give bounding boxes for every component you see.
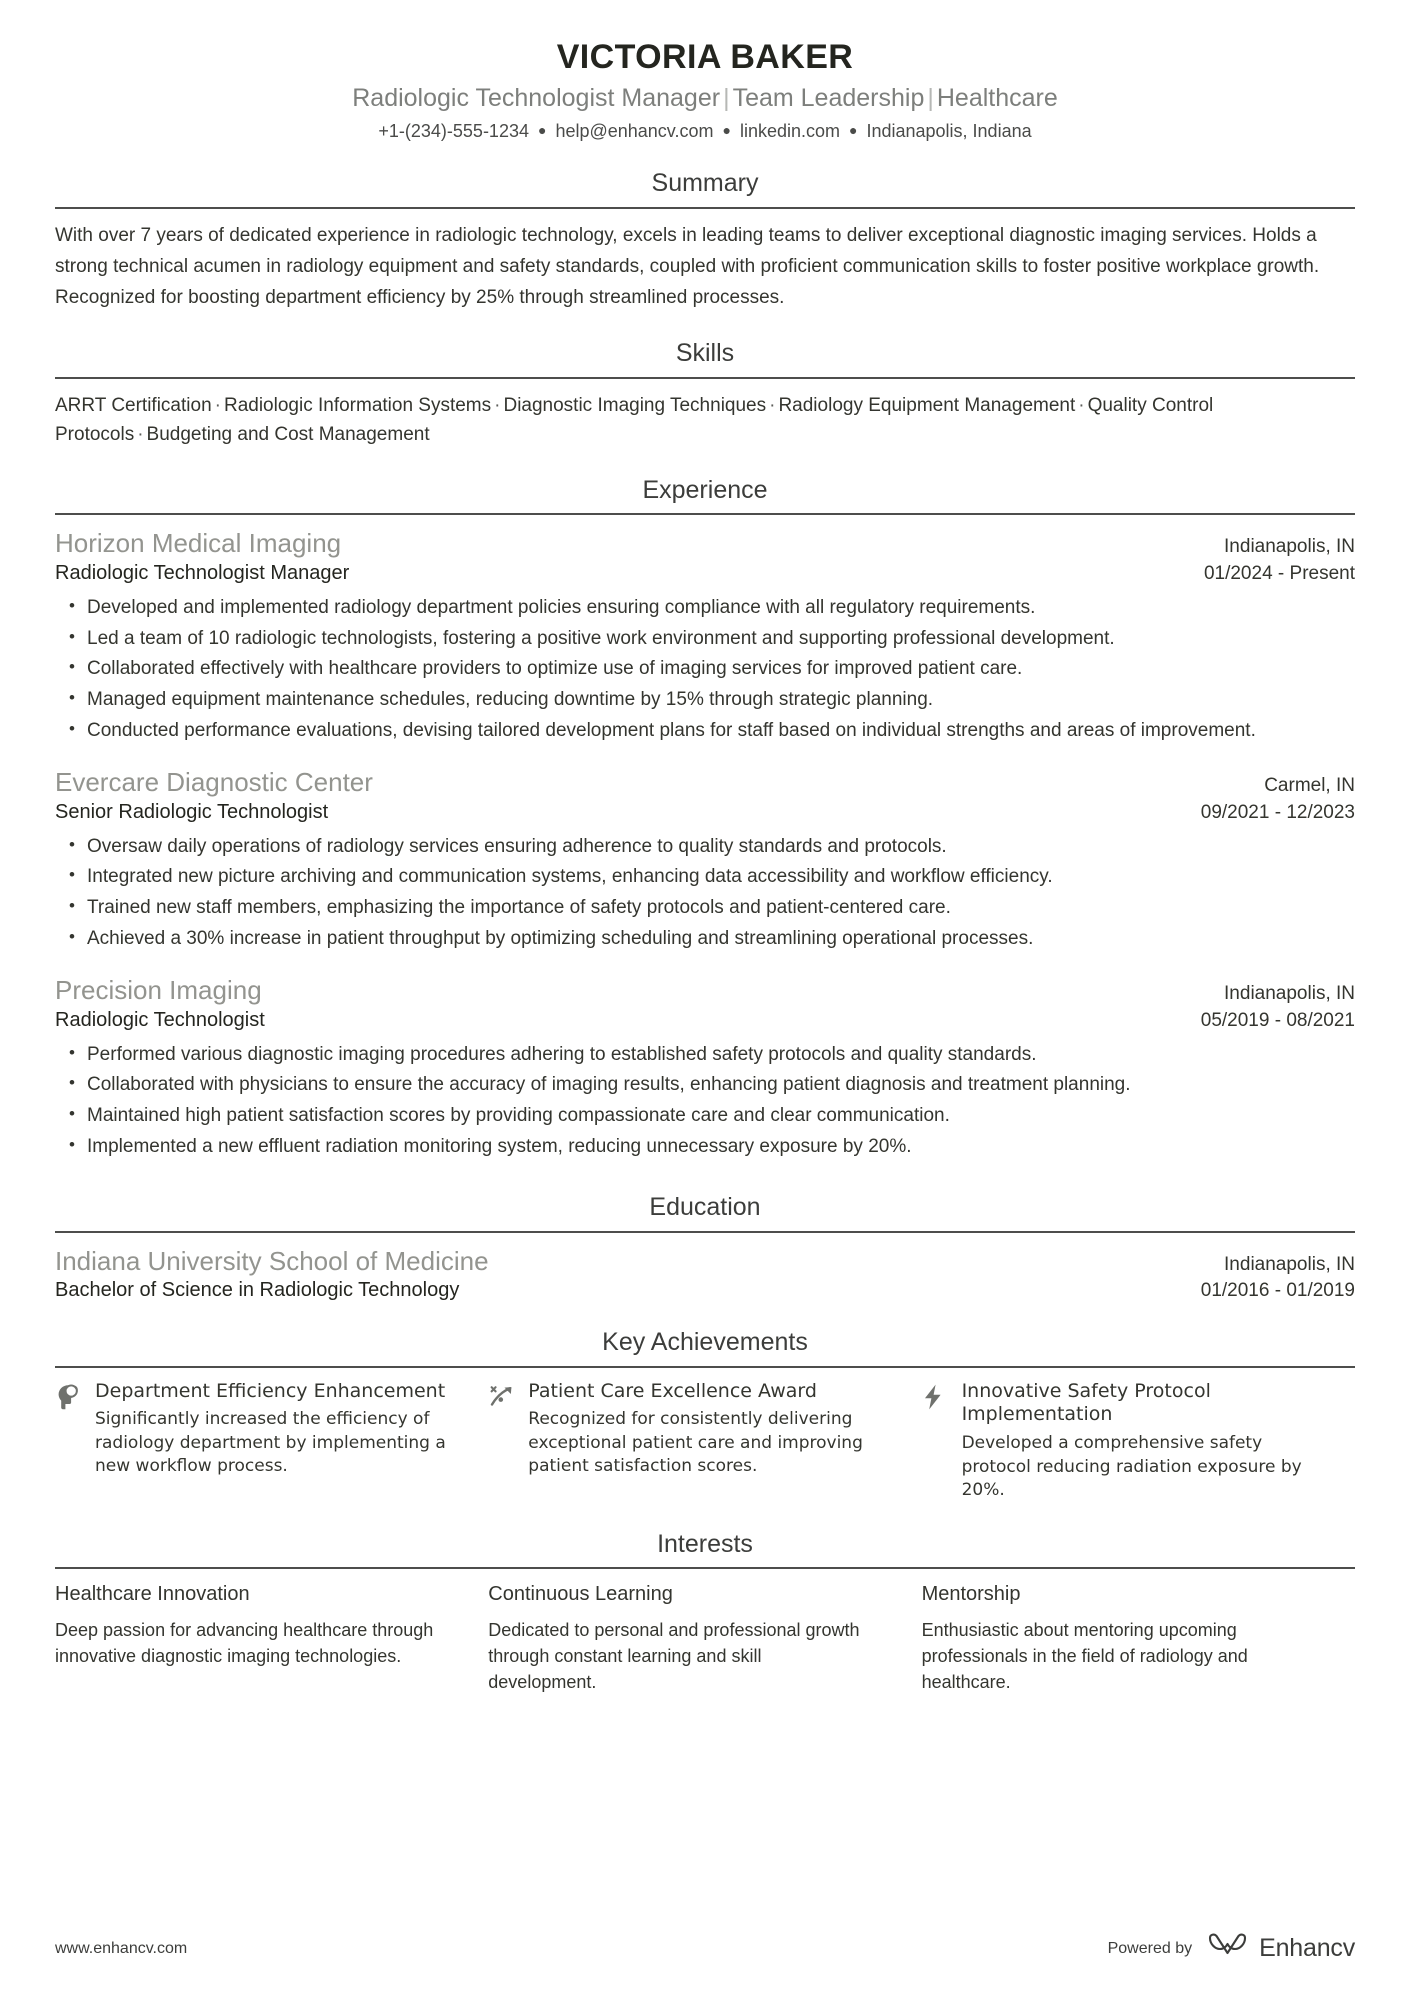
skill-item: Radiologic Information Systems — [223, 394, 492, 416]
resume-header — [55, 38, 1355, 143]
enhancv-logo — [1206, 1932, 1355, 1965]
employer-location: Indianapolis, IN — [1224, 983, 1355, 1005]
skill-separator: · — [769, 394, 776, 416]
section-divider — [55, 1231, 1355, 1233]
job-bullet: • Conducted performance evaluations, devising tailored development plans for staff based on individual strengths and areas of improvement. — [55, 717, 1355, 746]
job-title: Senior Radiologic Technologist — [55, 800, 329, 823]
employer-location: Indianapolis, IN — [1224, 536, 1355, 558]
skill-item: Radiology Equipment Management — [778, 394, 1076, 416]
key-achievement-title: Patient Care Excellence Award — [528, 1379, 817, 1402]
footer-powered-by-label: Powered by — [1107, 1939, 1193, 1957]
section-title-skills: Skills — [675, 339, 735, 368]
section-title-summary: Summary — [651, 169, 759, 198]
entry-degree-row — [55, 1277, 1355, 1303]
entry-role-row — [55, 560, 1355, 586]
candidate-name: VICTORIA BAKER — [556, 38, 854, 76]
key-achievement-item — [922, 1380, 1355, 1503]
entry-org-row — [55, 766, 1355, 799]
job-bullet: • Implemented a new effluent radiation monitoring system, reducing unnecessary exposure by 20%. — [55, 1133, 1355, 1162]
employer-location: Carmel, IN — [1264, 775, 1355, 797]
job-bullet: • Oversaw daily operations of radiology services ensuring adherence to quality standards and protocols. — [55, 833, 1355, 862]
job-bullet: • Maintained high patient satisfaction scores by providing compassionate care and clear communication. — [55, 1102, 1355, 1131]
job-bullet: • Led a team of 10 radiologic technologists, fostering a positive work environment and supporting professional development. — [55, 625, 1355, 654]
key-achievements-grid — [55, 1380, 1355, 1503]
job-bullet: • Managed equipment maintenance schedules, reducing downtime by 15% through strategic planning. — [55, 686, 1355, 715]
key-achievement-description: Significantly increased the efficiency of radiology department by implementing a new workflow process. — [95, 1409, 446, 1477]
degree-title: Bachelor of Science in Radiologic Technology — [55, 1279, 460, 1302]
degree-dates: 01/2016 - 01/2019 — [1200, 1280, 1355, 1302]
interest-description: Enthusiastic about mentoring upcoming professionals in the field of radiology and healthcare. — [921, 1620, 1248, 1693]
section-title-education: Education — [649, 1193, 761, 1222]
skills-list — [55, 391, 1355, 450]
enhancv-mark-icon — [1206, 1932, 1250, 1965]
headline-separator: | — [723, 84, 730, 113]
skill-separator: · — [494, 394, 501, 416]
job-bullet: • Collaborated effectively with healthcare providers to optimize use of imaging services for improved patient care. — [55, 655, 1355, 684]
job-title: Radiologic Technologist — [55, 1008, 265, 1031]
experience-entry — [55, 527, 1355, 746]
key-achievement-body — [528, 1380, 887, 1479]
key-achievement-title: Innovative Safety Protocol Implementation — [961, 1379, 1211, 1426]
key-achievement-body — [962, 1380, 1321, 1503]
section-title-interests: Interests — [657, 1529, 753, 1558]
job-dates: 09/2021 - 12/2023 — [1200, 801, 1355, 823]
skill-item: Diagnostic Imaging Techniques — [503, 394, 767, 416]
job-bullet: • Trained new staff members, emphasizing the importance of safety protocols and patient-centered care. — [55, 894, 1355, 923]
interest-title: Mentorship — [921, 1583, 1021, 1606]
job-bullet: • Developed and implemented radiology department policies ensuring compliance with all regulatory requirements. — [55, 594, 1355, 623]
employer-name: Horizon Medical Imaging — [55, 528, 342, 559]
skill-separator: · — [1078, 394, 1085, 416]
job-bullet-list — [55, 1041, 1355, 1163]
section-divider — [55, 377, 1355, 379]
job-bullet-list — [55, 594, 1355, 746]
summary-text: With over 7 years of dedicated experience in radiologic technology, excels in leading teams to deliver exceptional diagnostic imaging services. Holds a strong technical acumen in radiology equipment and safety standards, coupled with proficient communication skills to foster positive workplace growth. Recognized for boosting department efficiency by 25% through streamlined processes. — [55, 224, 1320, 308]
interest-title: Healthcare Innovation — [55, 1583, 250, 1606]
entry-org-row — [55, 527, 1355, 560]
interest-item — [488, 1581, 921, 1695]
headline-part-1: Team Leadership — [732, 84, 925, 113]
job-bullet-list — [55, 833, 1355, 955]
lightning-bolt-icon — [922, 1380, 962, 1411]
education-entries — [55, 1245, 1355, 1304]
candidate-headline — [55, 83, 1355, 113]
interests-grid — [55, 1581, 1355, 1695]
enhancv-wordmark: Enhancv — [1259, 1934, 1355, 1962]
section-summary — [55, 170, 1355, 313]
experience-entry — [55, 766, 1355, 954]
key-achievement-item — [55, 1380, 488, 1503]
experience-entry — [55, 974, 1355, 1162]
headline-part-0: Radiologic Technologist Manager — [352, 84, 721, 113]
key-achievement-title: Department Efficiency Enhancement — [95, 1379, 446, 1402]
skill-separator: · — [137, 424, 144, 446]
job-bullet: • Performed various diagnostic imaging procedures adhering to established safety protocols and quality standards. — [55, 1041, 1355, 1070]
school-name: Indiana University School of Medicine — [55, 1245, 489, 1276]
section-divider — [55, 1567, 1355, 1569]
section-title-key-achievements: Key Achievements — [602, 1328, 808, 1357]
education-entry — [55, 1245, 1355, 1304]
entry-school-row — [55, 1245, 1355, 1278]
interest-description: Deep passion for advancing healthcare through innovative diagnostic imaging technologies. — [55, 1620, 434, 1667]
entry-org-row — [55, 974, 1355, 1007]
job-dates: 05/2019 - 08/2021 — [1200, 1009, 1355, 1031]
interest-description: Dedicated to personal and professional growth through constant learning and skill development. — [488, 1620, 860, 1693]
key-achievement-item — [488, 1380, 921, 1503]
contact-dot-icon: ● — [722, 122, 731, 139]
contact-dot-icon: ● — [849, 122, 858, 139]
section-title-experience: Experience — [642, 475, 768, 504]
skill-item: ARRT Certification — [55, 394, 212, 416]
section-interests — [55, 1531, 1355, 1696]
interest-item — [55, 1581, 488, 1695]
employer-name: Precision Imaging — [55, 975, 262, 1006]
contact-email[interactable]: help@enhancv.com — [555, 121, 714, 142]
footer-branding — [1108, 1932, 1355, 1965]
skill-separator: · — [214, 394, 221, 416]
contact-line — [55, 120, 1355, 143]
key-achievement-body — [95, 1380, 454, 1479]
job-bullet: • Integrated new picture archiving and communication systems, enhancing data accessibility and workflow efficiency. — [55, 863, 1355, 892]
school-location: Indianapolis, IN — [1224, 1253, 1355, 1275]
key-achievement-description: Recognized for consistently delivering exceptional patient care and improving patient satisfaction scores. — [528, 1409, 863, 1477]
job-bullet: • Collaborated with physicians to ensure the accuracy of imaging results, enhancing patient diagnosis and treatment planning. — [55, 1071, 1355, 1100]
section-skills — [55, 340, 1355, 449]
entry-role-row — [55, 1007, 1355, 1033]
head-idea-icon — [55, 1380, 95, 1411]
footer-website-url[interactable]: www.enhancv.com — [55, 1939, 188, 1957]
section-divider — [55, 1366, 1355, 1368]
employer-name: Evercare Diagnostic Center — [55, 767, 373, 798]
job-bullet: • Achieved a 30% increase in patient throughput by optimizing scheduling and streamlining operational processes. — [55, 925, 1355, 954]
entry-role-row — [55, 799, 1355, 825]
section-divider — [55, 207, 1355, 209]
section-experience — [55, 477, 1355, 1162]
headline-separator: | — [927, 84, 934, 113]
job-dates: 01/2024 - Present — [1203, 562, 1355, 584]
section-divider — [55, 513, 1355, 515]
job-title: Radiologic Technologist Manager — [55, 561, 350, 584]
contact-linkedin[interactable]: linkedin.com — [739, 121, 840, 142]
growth-arrow-icon — [488, 1380, 528, 1411]
section-key-achievements — [55, 1329, 1355, 1503]
key-achievement-description: Developed a comprehensive safety protocol reducing radiation exposure by 20%. — [961, 1433, 1302, 1501]
contact-location: Indianapolis, Indiana — [866, 121, 1032, 142]
skill-item: Quality Control Protocols — [55, 394, 1214, 446]
headline-part-2: Healthcare — [936, 84, 1058, 113]
experience-entries — [55, 527, 1355, 1162]
interest-item — [922, 1581, 1355, 1695]
contact-dot-icon: ● — [537, 122, 547, 139]
skill-item: Budgeting and Cost Management — [146, 424, 430, 446]
interest-title: Continuous Learning — [488, 1583, 673, 1606]
section-education — [55, 1194, 1355, 1303]
contact-phone: +1-(234)-555-1234 — [378, 121, 529, 142]
resume-footer — [55, 1932, 1355, 1965]
